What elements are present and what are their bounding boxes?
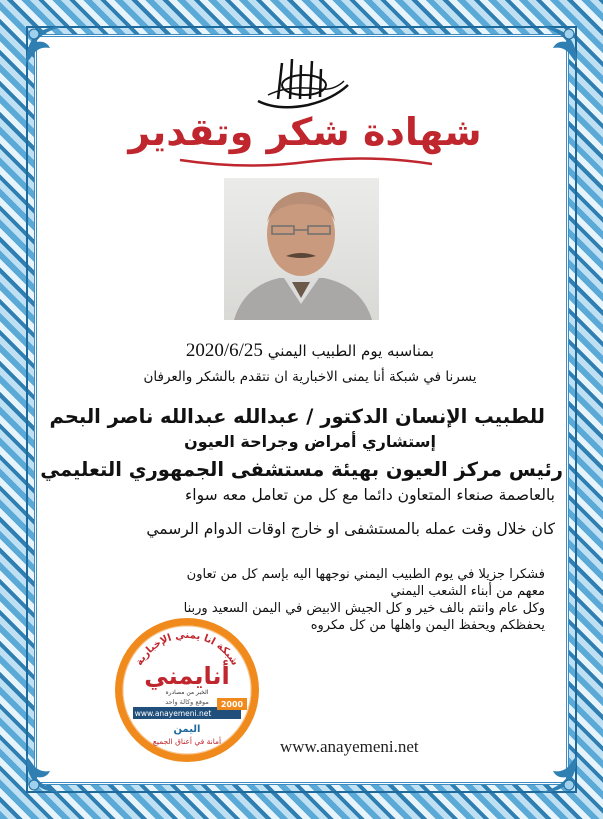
closing-line: يحفظكم ويحفظ اليمن واهلها من كل مكروه xyxy=(310,618,545,633)
praise-line-2: كان خلال وقت عمله بالمستشفى او خارج اوقات الدوام الرسمي xyxy=(146,520,555,538)
corner-ornament-icon xyxy=(535,751,581,797)
closing-line: معهم من أبناء الشعب اليمني xyxy=(390,584,545,599)
logo-year: 2000 xyxy=(220,700,244,709)
corner-ornament-icon xyxy=(22,751,68,797)
title-swash-icon xyxy=(176,150,436,172)
certificate-title: شهادة شكر وتقدير xyxy=(128,110,482,154)
logo-url: www.anayemeni.net xyxy=(134,709,212,718)
closing-line: وكل عام وانتم بالف خير و كل الجيش الابيض في اليمن السعيد وربنا xyxy=(183,601,545,616)
logo-subtitle: موقع وكالة واحد xyxy=(165,698,209,706)
logo-motto: أمانة في أعناق الجميع xyxy=(152,737,222,746)
praise-line-1: بالعاصمة صنعاء المتعاون دائما مع كل من تعامل معه سواء xyxy=(184,486,555,504)
doctor-specialty: إستشاري أمراض وجراحة العيون xyxy=(184,432,436,451)
website-link[interactable]: www.anayemeni.net xyxy=(280,737,419,756)
doctor-photo xyxy=(224,178,379,320)
doctor-name: للطبيب الإنسان الدكتور / عبدالله عبدالله ناصر البحم xyxy=(49,405,545,428)
doctor-position: رئيس مركز العيون بهيئة مستشفى الجمهوري التعليمي xyxy=(40,458,563,481)
occasion-text: بمناسبه يوم الطبيب اليمني xyxy=(267,342,435,360)
corner-ornament-icon xyxy=(22,22,68,68)
logo-network-name: شبكة انا يمني الإخبارية xyxy=(133,629,241,668)
corner-ornament-icon xyxy=(535,22,581,68)
occasion-line xyxy=(120,340,500,362)
logo-brand: أنايمني xyxy=(144,662,230,690)
logo-tagline: الخبر من مصادره xyxy=(165,689,209,696)
portrait-image xyxy=(224,178,379,320)
certificate-date: 2020/6/25 xyxy=(185,340,263,361)
anayemeni-logo xyxy=(113,616,261,764)
calligraphy-emblem-icon xyxy=(248,55,358,113)
intro-text: يسرنا في شبكة أنا يمنى الاخبارية ان نتقدم بالشكر والعرفان xyxy=(143,369,477,385)
closing-line: فشكرا جزيلا في يوم الطبيب اليمني نوجهها اليه بإسم كل من تعاون xyxy=(186,567,545,582)
logo-country: اليمن xyxy=(173,724,201,735)
